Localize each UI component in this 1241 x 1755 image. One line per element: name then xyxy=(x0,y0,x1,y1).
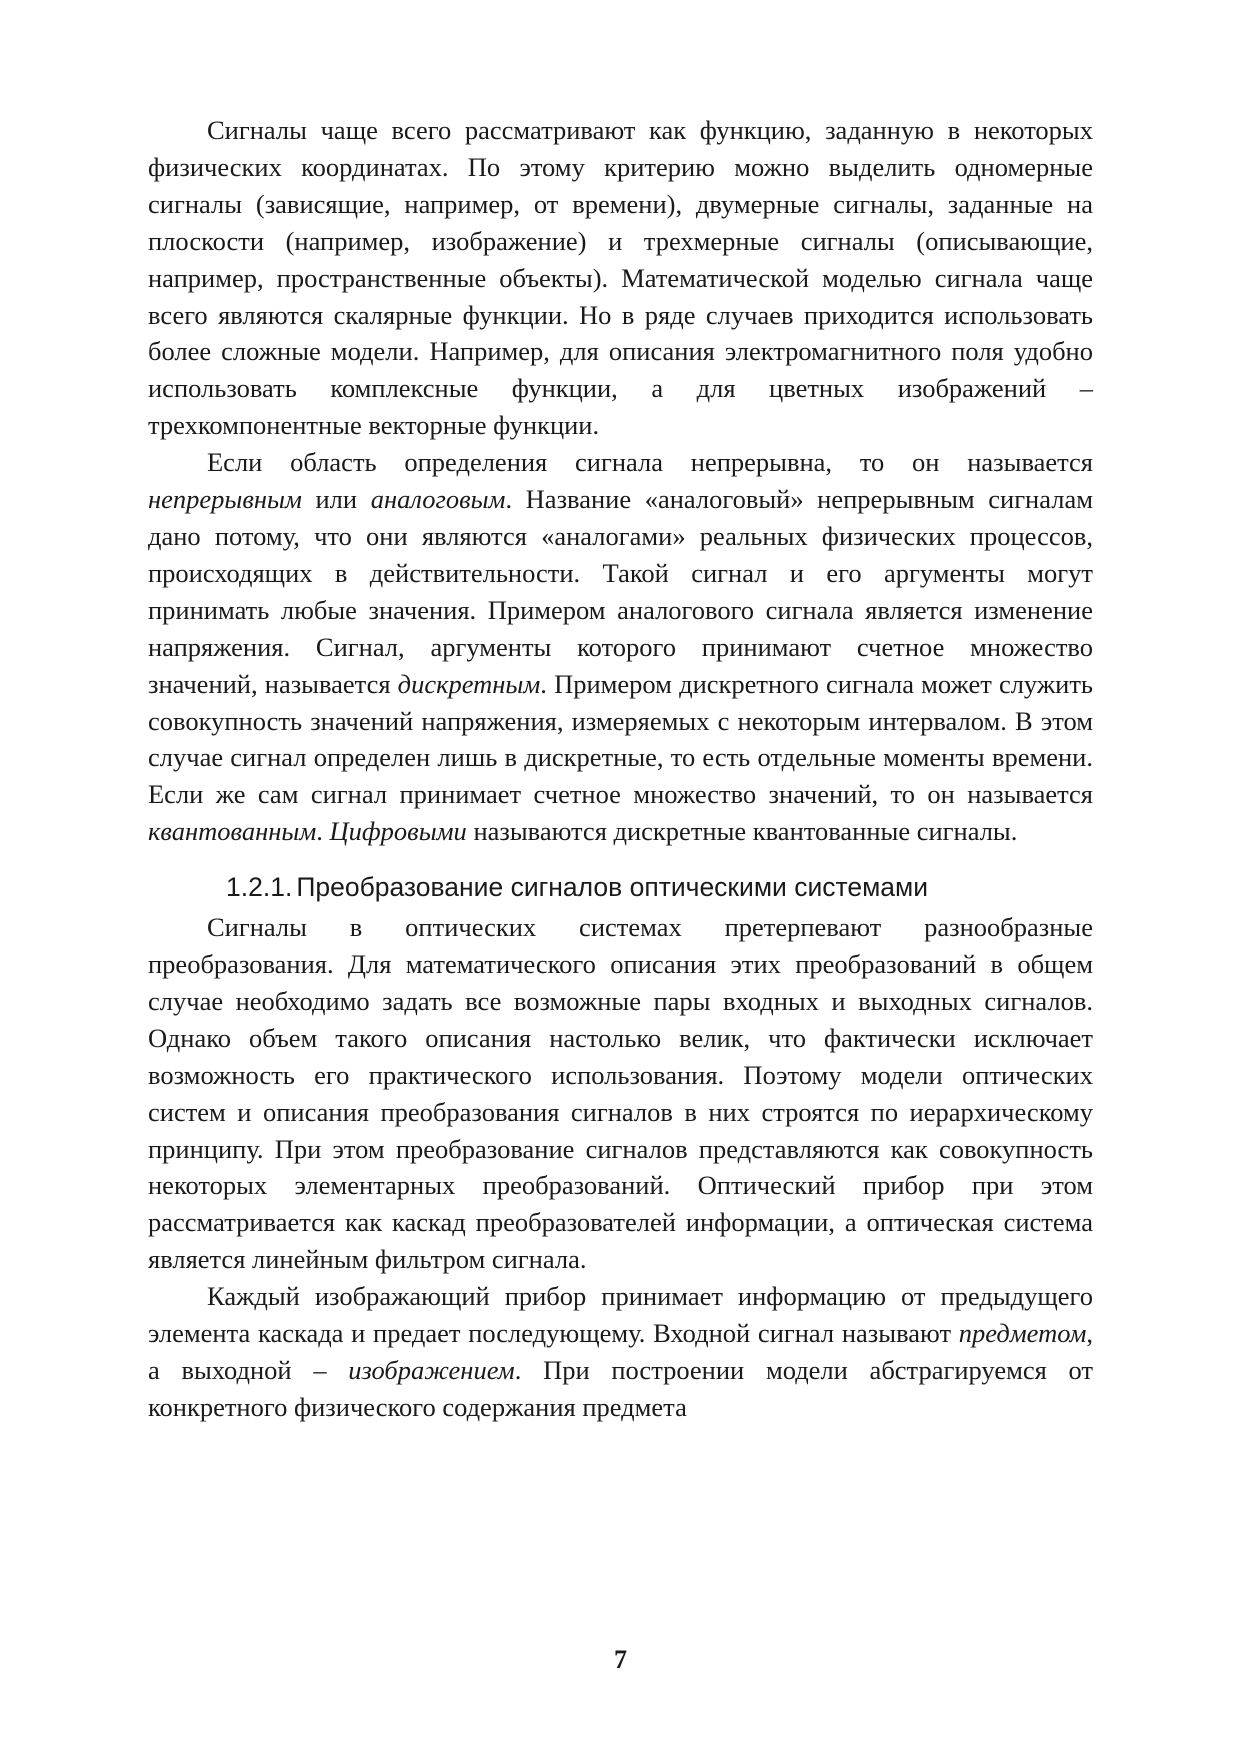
text-run: Каждый изображающий прибор принимает информацию от предыдущего элемента каскада и предает последующему. Входной сигнал называют xyxy=(148,1281,1093,1349)
term-continuous: непрерывным xyxy=(148,484,302,515)
text-run: . Примером дискретного сигнала может служить совокупность значений напряжения, измеряемых с некоторым интервалом. В этом случае сигнал определен лишь в дискретные, то есть отдельные моменты времени. Если же сам сигнал принимает счетное множество значений, то он называется xyxy=(148,668,1093,810)
term-digital: Цифровыми xyxy=(329,816,467,847)
section-title: Преобразование сигналов оптическими системами xyxy=(296,872,929,903)
text-run: . Название «аналоговый» непрерывным сигналам дано потому, что они являются «аналогами» реальных физических процессов, происходящих в действительности. Такой сигнал и его аргументы могут принимать любые значения. Примером аналогового сигнала является изменение напряжения. Сигнал, аргументы которого принимают счетное множество значений, называется xyxy=(148,484,1093,699)
text-run: . При построении модели абстрагируемся от конкретного физического содержания предмета xyxy=(148,1355,1093,1422)
text-run: или xyxy=(301,484,371,515)
term-image: изображением xyxy=(348,1355,515,1385)
page-number: 7 xyxy=(614,1645,627,1674)
section-heading xyxy=(226,869,1093,905)
paragraph-signals-intro: Сигналы чаще всего рассматривают как функцию, заданную в некоторых физических координатах. По этому критерию можно выделить одномерные сигналы (зависящие, например, от времени), двумерные сигналы, заданные на плоскости (например, изображение) и трехмерные сигналы (описывающие, например, пространственные объекты). Математической моделью сигнала чаще всего являются скалярные функции. Но в ряде случаев приходится использовать более сложные модели. Например, для описания электромагнитного поля удобно использовать комплексные функции, а для цветных изображений – трехкомпонентные векторные функции. xyxy=(148,115,1093,441)
paragraph-optical-transformations: Сигналы в оптических системах претерпевают разнообразные преобразования. Для математического описания этих преобразований в общем случае необходимо задать все возможные пары входных и выходных сигналов. Однако объем такого описания настолько велик, что фактически исключает возможность его практического использования. Поэтому модели оптических систем и описания преобразования сигналов в них строятся по иерархическому принципу. При этом преобразование сигналов представляются как совокупность некоторых элементарных преобразований. Оптический прибор при этом рассматривается как каскад преобразователей информации, а оптическая система является линейным фильтром сигнала. xyxy=(148,912,1093,1275)
paragraph-imaging-device xyxy=(148,1278,1093,1426)
page-body xyxy=(148,112,1093,1426)
term-quantized: квантованным xyxy=(148,816,317,847)
section-number: 1.2.1. xyxy=(226,872,293,903)
term-object: предметом xyxy=(958,1318,1087,1349)
text-run: . xyxy=(316,816,330,847)
text-run: называются дискретные квантованные сигналы. xyxy=(466,816,1018,847)
term-analog: аналоговым xyxy=(370,484,506,515)
text-run: Если область определения сигнала непрерывна, то он называется xyxy=(207,447,1093,478)
term-discrete: дискретным xyxy=(397,668,541,699)
paragraph-continuous-discrete xyxy=(148,444,1093,850)
text-run: , а выходной – xyxy=(148,1318,1093,1385)
